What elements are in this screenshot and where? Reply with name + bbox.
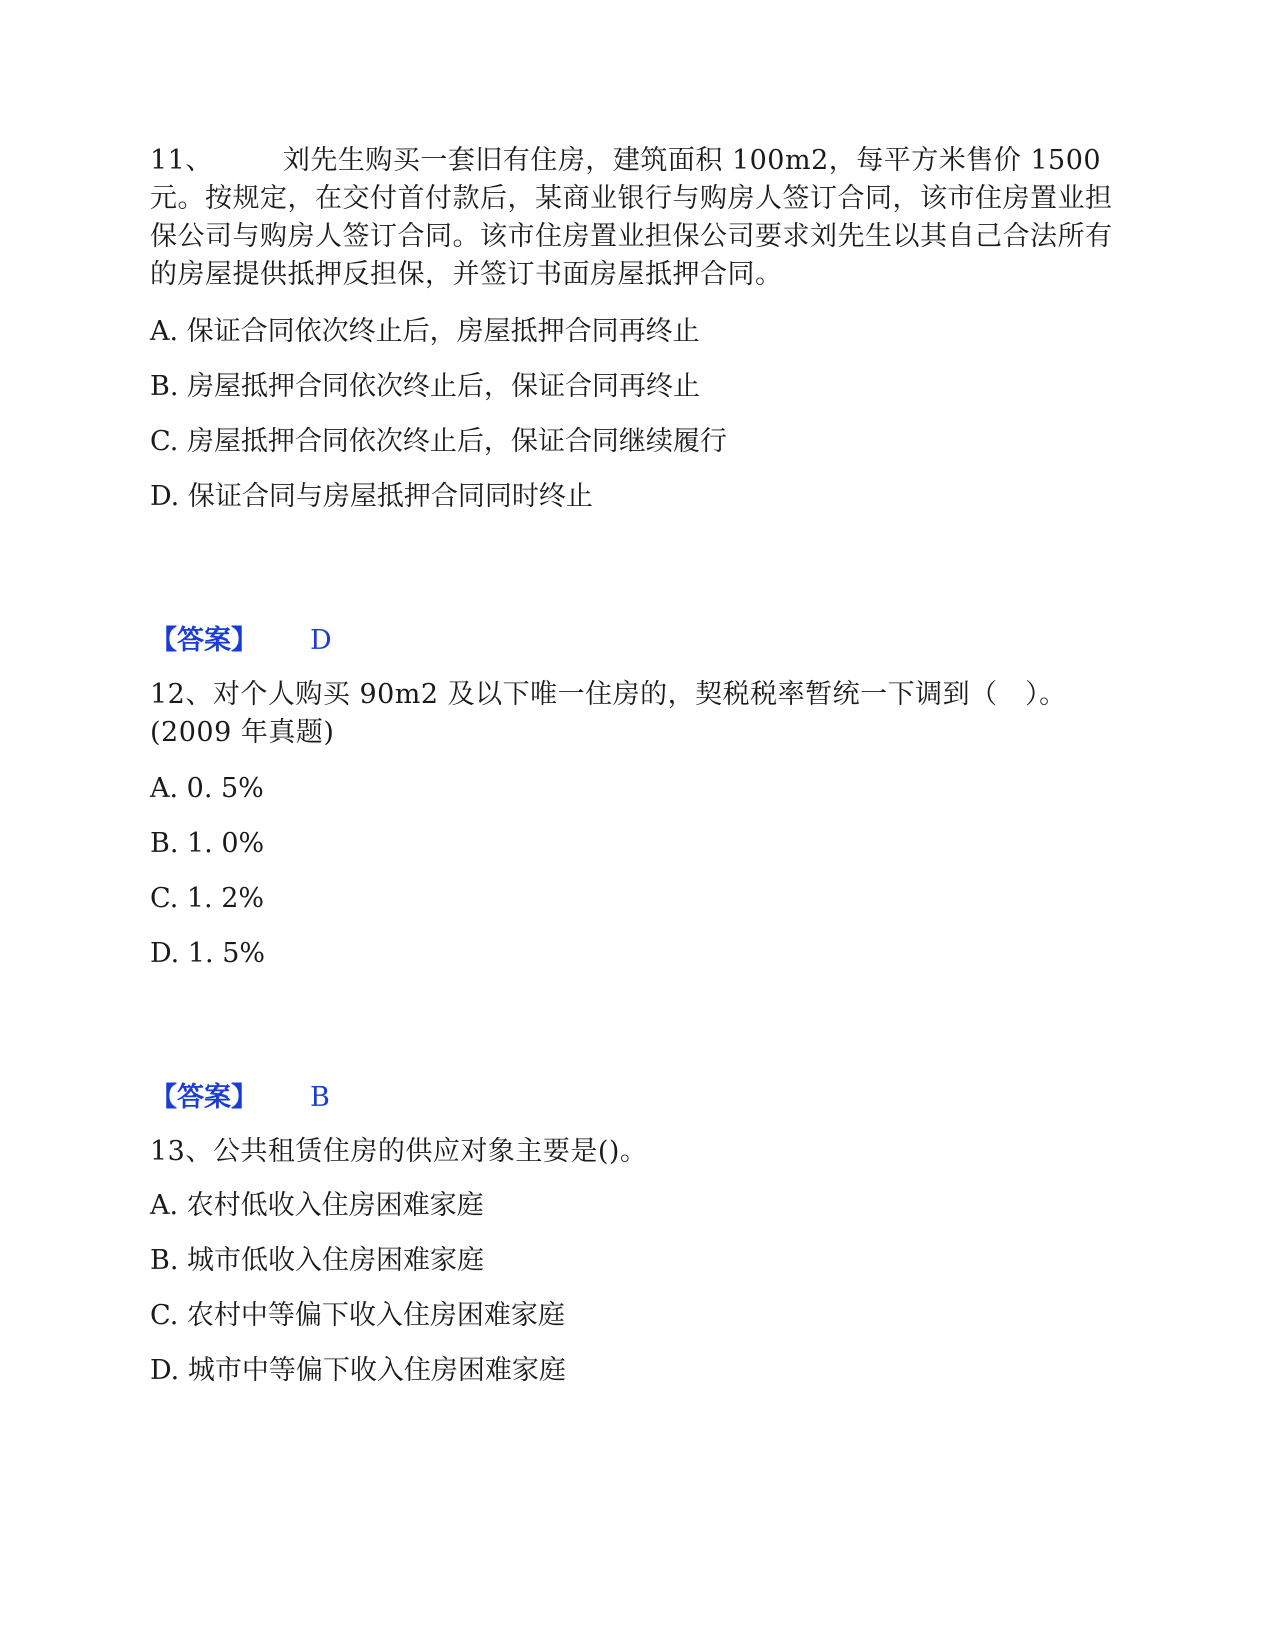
answer-value: B [310,1082,330,1113]
question-13-option-a: A. 农村低收入住房困难家庭 [150,1190,484,1221]
question-12-option-b: B. 1. 0% [150,828,265,859]
question-body: 刘先生购买一套旧有住房，建筑面积 100m2，每平方米售价 1500 元。按规定，在交付首付款后，某商业银行与购房人签订合同，该市住房置业担保公司与购房人签订合同。该市住房置业担保公司要求刘先生以其自己合法所有的房屋提供抵押反担保，并签订书面房屋抵押合同。 [150,145,1113,290]
question-number: 13、 [150,1136,213,1167]
question-11-option-c: C. 房屋抵押合同依次终止后，保证合同继续履行 [150,426,727,457]
question-12-option-a: A. 0. 5% [150,773,264,804]
question-11-option-b: B. 房屋抵押合同依次终止后，保证合同再终止 [150,371,701,402]
question-13-option-b: B. 城市低收入住房困难家庭 [150,1245,485,1276]
question-11-option-a: A. 保证合同依次终止后，房屋抵押合同再终止 [150,316,700,347]
question-12-text [150,676,1130,752]
answer-value: D [310,625,332,656]
question-body: 公共租赁住房的供应对象主要是()。 [212,1136,648,1167]
question-11-answer [150,622,332,660]
question-11-option-d: D. 保证合同与房屋抵押合同同时终止 [150,481,593,512]
question-12-option-d: D. 1. 5% [150,938,266,969]
answer-label: 【答案】 [150,625,258,656]
question-13-option-d: D. 城市中等偏下收入住房困难家庭 [150,1355,566,1386]
question-12-answer [150,1079,330,1117]
question-12-option-c: C. 1. 2% [150,883,265,914]
question-body: 对个人购买 90m2 及以下唯一住房的，契税税率暂统一下调到（ ）。(2009 年真题) [150,679,1067,748]
question-13-option-c: C. 农村中等偏下收入住房困难家庭 [150,1300,565,1331]
question-number: 11、 [150,145,213,176]
question-11-text [150,142,1130,294]
question-13-text [150,1133,1130,1171]
answer-label: 【答案】 [150,1082,258,1113]
question-number: 12、 [150,679,213,710]
